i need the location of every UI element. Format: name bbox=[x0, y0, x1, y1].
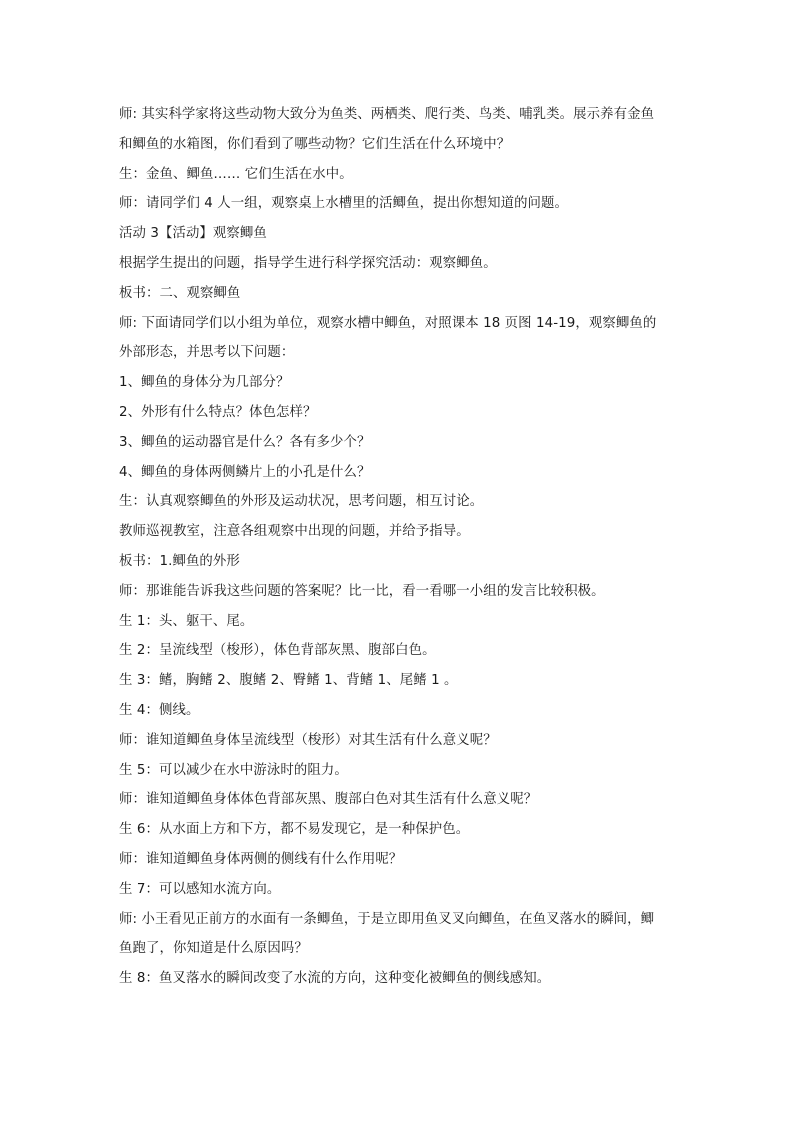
student-answer: 生 2：呈流线型（梭形），体色背部灰黑、腹部白色。 bbox=[119, 643, 436, 659]
question-item: 3、鲫鱼的运动器官是什么？各有多少个？ bbox=[119, 434, 371, 450]
teacher-question: 师：谁知道鲫鱼身体体色背部灰黑、腹部白色对其生活有什么意义呢？ bbox=[119, 792, 538, 808]
blackboard-note: 板书：二、观察鲫鱼 bbox=[119, 285, 241, 301]
student-answer: 生 5：可以减少在水中游泳时的阻力。 bbox=[119, 762, 348, 778]
student-answer: 生 4：侧线。 bbox=[119, 702, 200, 718]
question-item: 1、鲫鱼的身体分为几部分？ bbox=[119, 375, 290, 391]
text-line: 根据学生提出的问题，指导学生进行科学探究活动：观察鲫鱼。 bbox=[119, 255, 497, 271]
student-answer: 生 8：鱼叉落水的瞬间改变了水流的方向，这种变化被鲫鱼的侧线感知。 bbox=[119, 971, 551, 987]
text-line: 教师巡视教室，注意各组观察中出现的问题，并给予指导。 bbox=[119, 524, 470, 540]
student-answer: 生 6：从水面上方和下方，都不易发现它，是一种保护色。 bbox=[119, 822, 470, 838]
question-item: 2、外形有什么特点？体色怎样？ bbox=[119, 404, 317, 420]
text-line: 师: 小王看见正前方的水面有一条鲫鱼，于是立即用鱼叉叉向鲫鱼，在鱼叉落水的瞬间，鲫 bbox=[119, 911, 655, 927]
teacher-question: 师：谁知道鲫鱼身体两侧的侧线有什么作用呢？ bbox=[119, 851, 403, 867]
text-line: 师: 其实科学家将这些动物大致分为鱼类、两栖类、爬行类、鸟类、哺乳类。展示养有金鱼 bbox=[119, 107, 655, 122]
text-line: 鱼跑了，你知道是什么原因吗？ bbox=[119, 941, 308, 957]
text-line: 和鲫鱼的水箱图，你们看到了哪些动物？它们生活在什么环境中？ bbox=[119, 136, 511, 152]
student-answer: 生 3：鳍，胸鳍 2、腹鳍 2、臀鳍 1、背鳍 1、尾鳍 1 。 bbox=[119, 673, 458, 689]
text-line: 外部形态，并思考以下问题： bbox=[119, 345, 295, 361]
document-body bbox=[119, 100, 675, 994]
question-item: 4、鲫鱼的身体两侧鳞片上的小孔是什么？ bbox=[119, 464, 371, 480]
text-line: 师: 下面请同学们以小组为单位，观察水槽中鲫鱼，对照课本 18 页图 14-19，观察鲫鱼的 bbox=[119, 315, 657, 331]
text-line: 师：那谁能告诉我这些问题的答案呢？比一比，看一看哪一小组的发言比较积极。 bbox=[119, 583, 605, 599]
blackboard-note: 板书：1.鲫鱼的外形 bbox=[119, 553, 240, 569]
section-heading: 活动 3【活动】观察鲫鱼 bbox=[119, 226, 267, 242]
student-answer: 生 1：头、躯干、尾。 bbox=[119, 613, 254, 629]
text-line: 师：请同学们 4 人一组，观察桌上水槽里的活鲫鱼，提出你想知道的问题。 bbox=[119, 196, 569, 212]
text-line: 生：金鱼、鲫鱼…… 它们生活在水中。 bbox=[119, 166, 353, 182]
text-line: 生：认真观察鲫鱼的外形及运动状况，思考问题，相互讨论。 bbox=[119, 494, 484, 510]
teacher-question: 师：谁知道鲫鱼身体呈流线型（梭形）对其生活有什么意义呢？ bbox=[119, 732, 497, 748]
student-answer: 生 7：可以感知水流方向。 bbox=[119, 881, 281, 897]
